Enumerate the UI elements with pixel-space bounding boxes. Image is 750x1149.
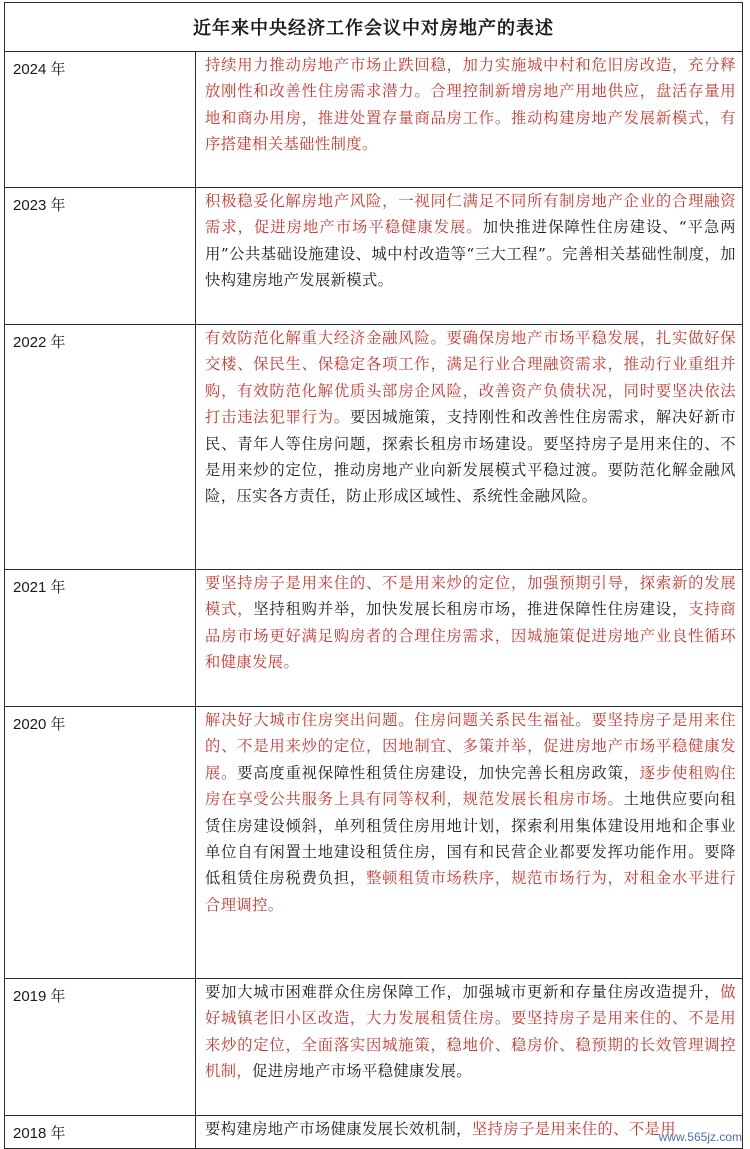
statement-segment: 促进房地产市场平稳健康发展。 bbox=[252, 1062, 472, 1081]
statement-segment: 逐步使租购住房在享受公共服务上具有同等权利，规范发展长租房市场。 bbox=[205, 763, 736, 809]
statement-segment: 解决好大城市住房突出问题。住房问题关系民生福祉。要坚持房子是用来住的、不是用来炒的定位，因地制宜、多策并举，促进房地产市场平稳健康发展。 bbox=[205, 711, 736, 782]
year-cell: 2024 年 bbox=[5, 52, 196, 187]
statement-cell bbox=[196, 52, 742, 187]
statement-segment: 积极稳妥化解房地产风险，一视同仁满足不同所有制房地产企业的合理融资需求，促进房地产市场平稳健康发展。 bbox=[205, 192, 736, 237]
statement-cell bbox=[196, 325, 742, 569]
statement-segment: 坚持租购并举，加快发展长租房市场，推进保障性住房建设， bbox=[253, 600, 689, 619]
year-cell: 2019 年 bbox=[5, 979, 196, 1115]
year-cell: 2020 年 bbox=[5, 707, 196, 978]
table-row bbox=[5, 707, 742, 979]
statement-segment: 加快推进保障性住房建设、“平急两用”公共基础设施建设、城中村改造等“三大工程”。完善相关基础性制度，加快构建房地产发展新模式。 bbox=[205, 218, 736, 290]
statement-segment: 坚持房子是用来住的、不是用 bbox=[471, 1120, 676, 1138]
statement-segment: 要高度重视保障性租赁住房建设，加快完善长租房政策， bbox=[237, 763, 640, 782]
table-row bbox=[5, 52, 742, 188]
statement-segment: 整顿租赁市场秩序，规范市场行为，对租金水平进行合理调控。 bbox=[205, 869, 736, 914]
statement-cell bbox=[196, 188, 742, 324]
statement-segment: 做好城镇老旧小区改造，大力发展租赁住房。要坚持房子是用来住的、不是用来炒的定位，全面落实因城施策，稳地价、稳房价、稳预期的长效管理调控机制， bbox=[205, 983, 736, 1081]
year-cell: 2021 年 bbox=[5, 570, 196, 706]
statement-segment: 土地供应要向租赁住房建设倾斜，单列租赁住房用地计划，探索利用集体建设用地和企事业单位自有闲置土地建设租赁住房，国有和民营企业都要发挥功能作用。要降低租赁住房税费负担， bbox=[205, 790, 736, 888]
table-row bbox=[5, 188, 742, 325]
statement-segment: 要加大城市困难群众住房保障工作，加强城市更新和存量住房改造提升， bbox=[205, 983, 721, 1001]
table-body bbox=[5, 52, 742, 1149]
statement-cell bbox=[196, 979, 742, 1115]
table-title: 近年来中央经济工作会议中对房地产的表述 bbox=[5, 3, 742, 52]
statement-cell bbox=[196, 570, 742, 706]
year-cell: 2023 年 bbox=[5, 188, 196, 324]
policy-table bbox=[4, 2, 743, 1149]
statement-cell bbox=[196, 707, 742, 978]
statement-segment: 要坚持房子是用来住的、不是用来炒的定位，加强预期引导，探索新的发展模式， bbox=[205, 574, 736, 619]
table-row bbox=[5, 570, 742, 707]
table-row bbox=[5, 979, 742, 1116]
table-row bbox=[5, 325, 742, 570]
year-cell: 2022 年 bbox=[5, 325, 196, 569]
table-row bbox=[5, 1116, 742, 1149]
year-cell: 2018 年 bbox=[5, 1116, 196, 1148]
statement-segment: 有效防范化解重大经济金融风险。要确保房地产市场平稳发展，扎实做好保交楼、保民生、保稳定各项工作，满足行业合理融资需求，推动行业重组并购，有效防范化解优质头部房企风险，改善资产负债状况，同时要坚决依法打击违法犯罪行为。 bbox=[205, 329, 736, 427]
statement-segment: 要构建房地产市场健康发展长效机制， bbox=[205, 1120, 472, 1138]
statement-segment: 要因城施策，支持刚性和改善性住房需求，解决好新市民、青年人等住房问题，探索长租房市场建设。要坚持房子是用来住的、不是用来炒的定位，推动房地产业向新发展模式平稳过渡。要防范化解金融风险，压实各方责任，防止形成区域性、系统性金融风险。 bbox=[205, 408, 736, 506]
statement-segment: 持续用力推动房地产市场止跌回稳，加力实施城中村和危旧房改造，充分释放刚性和改善性住房需求潜力。合理控制新增房地产用地供应，盘活存量用地和商办用房，推进处置存量商品房工作。推动构建房地产发展新模式，有序搭建相关基础性制度。 bbox=[205, 56, 736, 154]
statement-segment: 支持商品房市场更好满足购房者的合理住房需求，因城施策促进房地产业良性循环和健康发展。 bbox=[205, 600, 736, 672]
watermark: www.565jz.com bbox=[658, 1130, 742, 1144]
